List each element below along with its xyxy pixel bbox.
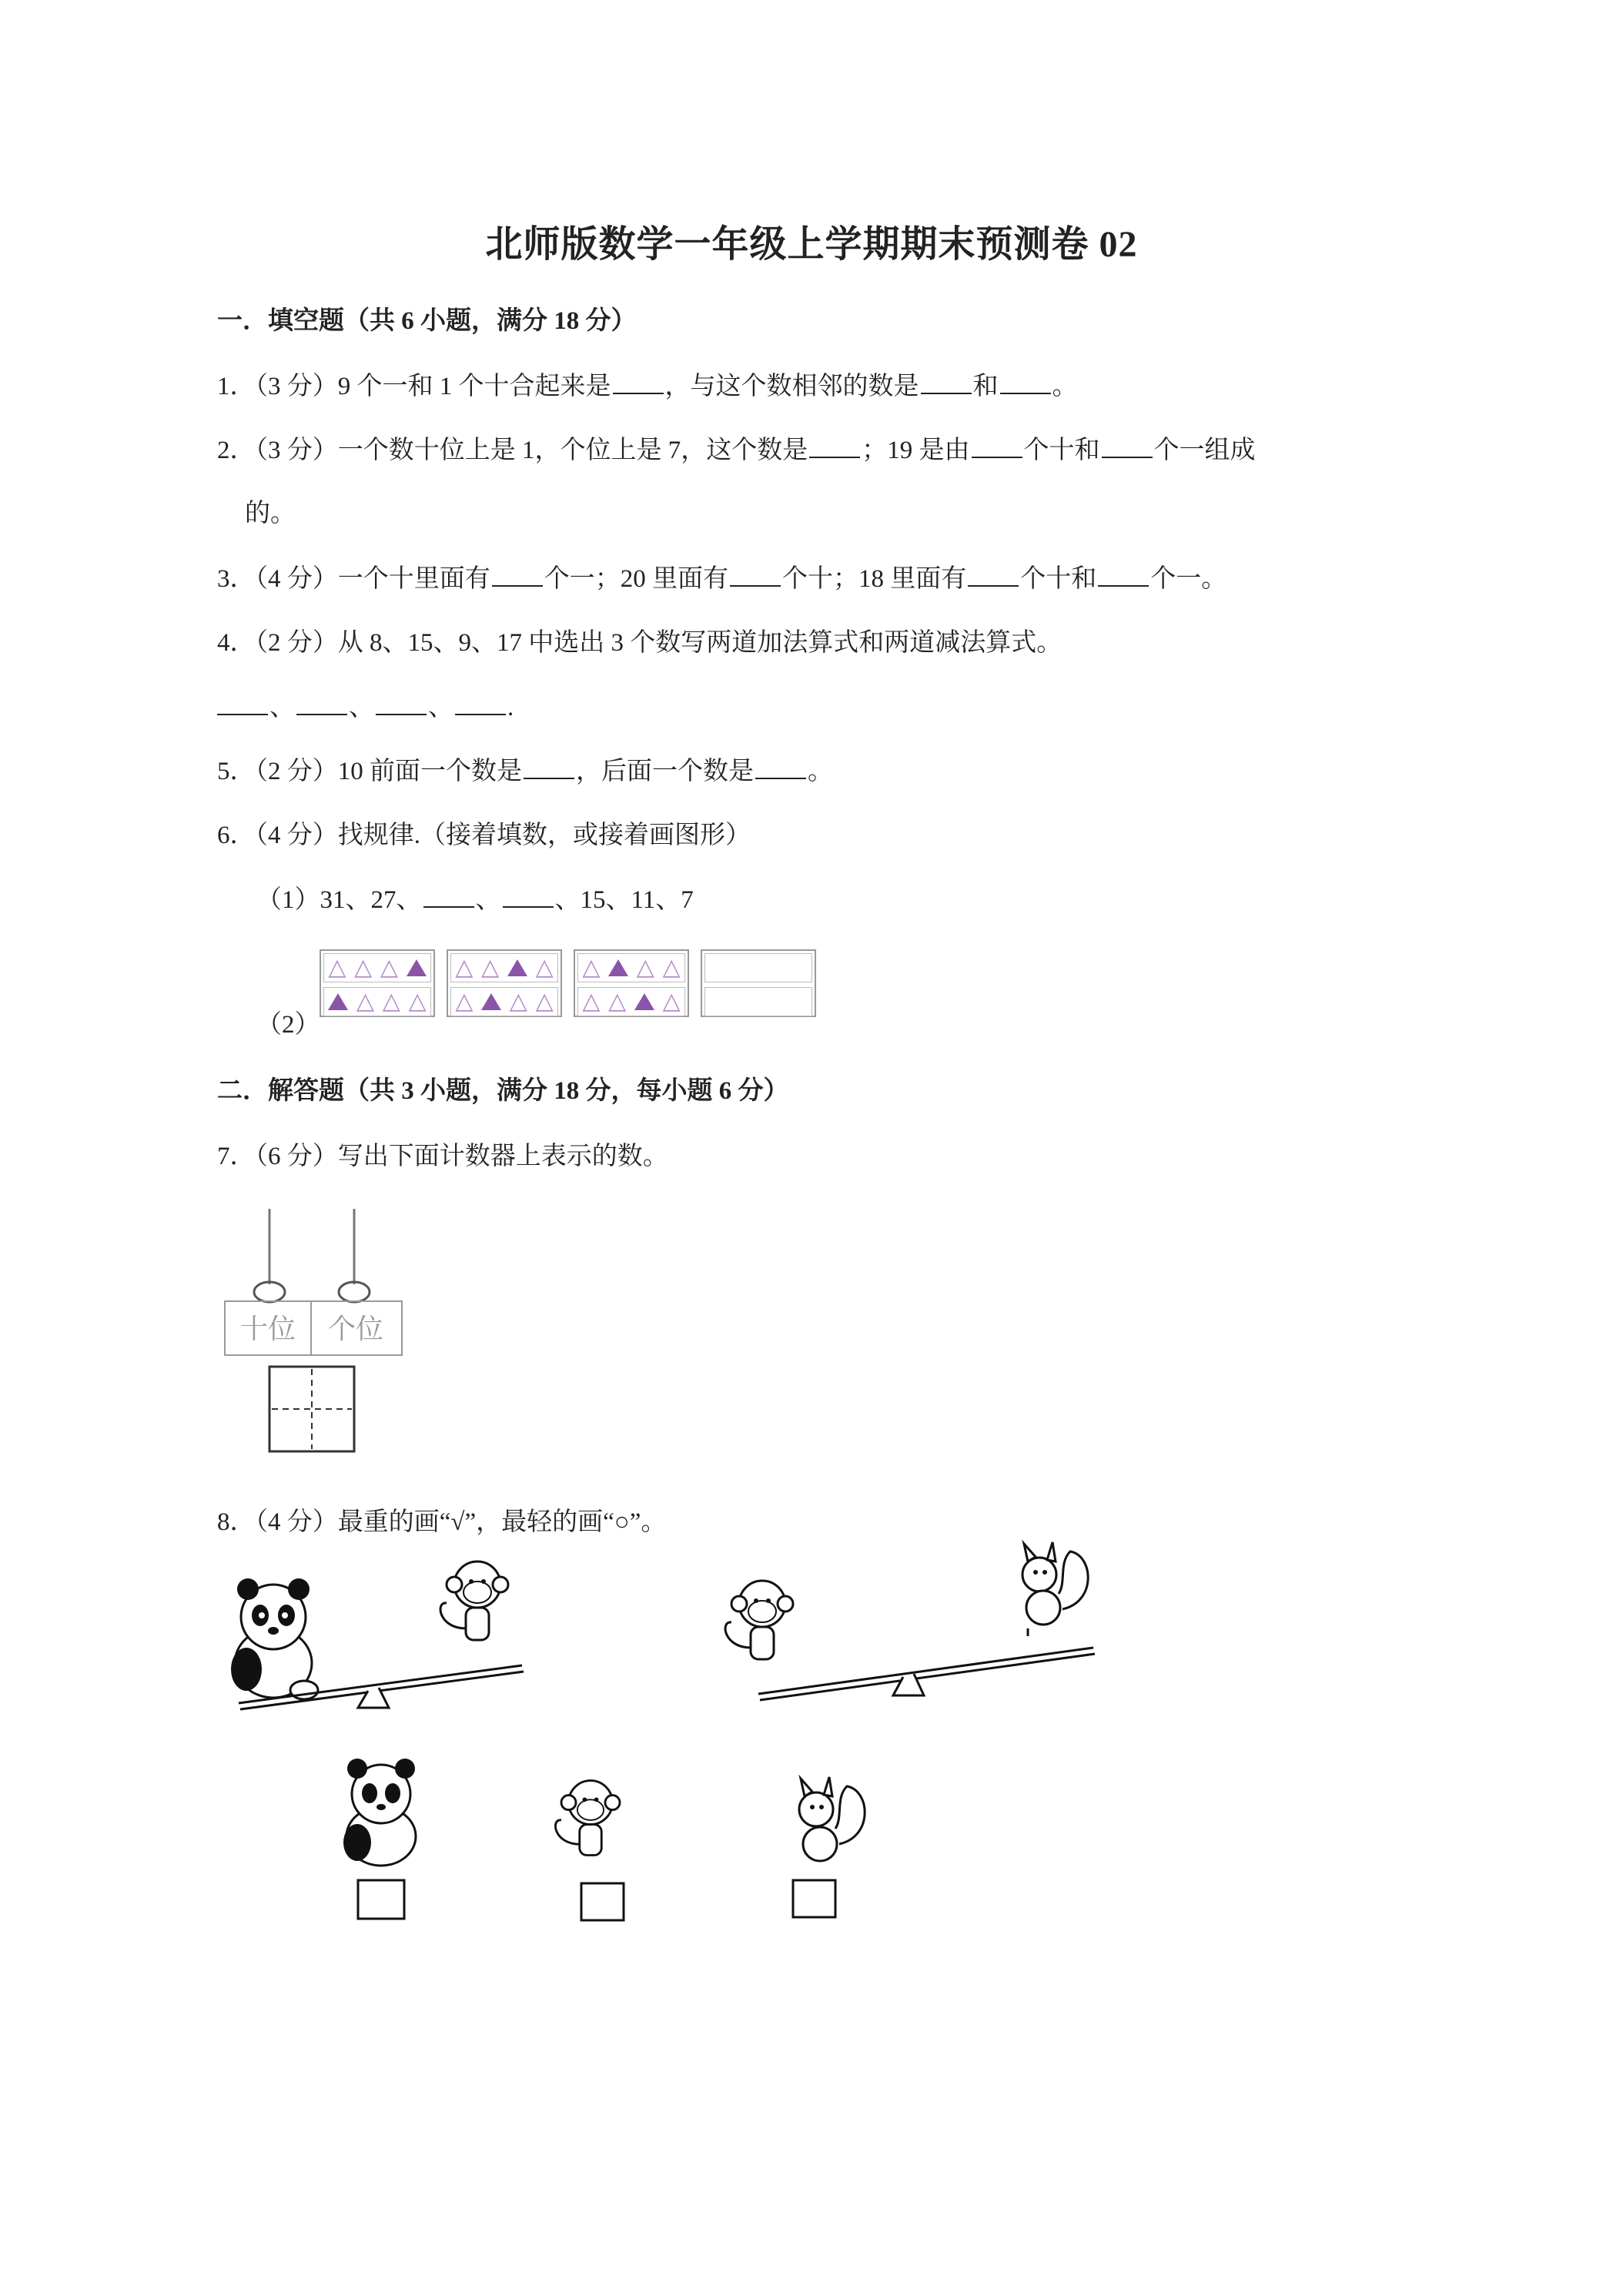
question-2-text-d: 个一组成 [1153, 437, 1256, 464]
hollow-triangle-icon: △ [455, 988, 474, 1015]
answer-blank[interactable] [613, 367, 664, 394]
triangle-row [577, 987, 685, 1016]
filled-triangle-icon [608, 959, 628, 976]
squirrel-icon [799, 1777, 865, 1861]
question-2-continuation: 的。 [245, 500, 296, 527]
answer-blank[interactable] [921, 367, 972, 394]
hollow-triangle-icon: △ [509, 988, 527, 1015]
question-3-text-b: 个一；20 里面有 [544, 565, 728, 593]
period: . [507, 694, 514, 721]
answer-box-monkey[interactable] [581, 1883, 624, 1920]
hollow-triangle-icon: △ [408, 988, 427, 1015]
triangle-group [447, 949, 562, 1017]
answer-blank[interactable] [524, 752, 574, 779]
question-3-text-a: 3．（4 分）一个十里面有 [217, 565, 490, 593]
answer-blank[interactable] [968, 560, 1019, 587]
answer-blank[interactable] [296, 688, 347, 715]
triangle-row [323, 953, 431, 982]
filled-triangle-icon [481, 993, 501, 1010]
answer-blank[interactable] [423, 881, 474, 908]
tens-bead [254, 1282, 285, 1302]
filled-triangle-icon [634, 993, 654, 1010]
separator: 、 [475, 886, 501, 914]
question-3-text-d: 个十和 [1020, 565, 1097, 593]
answer-blank[interactable] [455, 688, 506, 715]
hollow-triangle-icon: △ [328, 954, 346, 981]
answer-blank[interactable] [755, 752, 806, 779]
question-2-text-a: 2．（3 分）一个数十位上是 1，个位上是 7，这个数是 [217, 437, 808, 464]
ones-bead [339, 1282, 370, 1302]
hollow-triangle-icon: △ [380, 954, 398, 981]
answer-blank[interactable] [503, 881, 554, 908]
hollow-triangle-icon: △ [481, 954, 500, 981]
answer-blank[interactable] [730, 560, 781, 587]
triangle-row [450, 987, 558, 1016]
question-8: 8．（4 分）最重的画“√”，最轻的画“○”。 [217, 1508, 667, 1536]
triangle-row [450, 953, 558, 982]
filled-triangle-icon [328, 993, 348, 1010]
triangle-row [704, 953, 812, 982]
squirrel-answer [778, 1771, 885, 1925]
panda-answer [331, 1755, 439, 1925]
hollow-triangle-icon: △ [455, 954, 474, 981]
paper-title: 北师版数学一年级上学期期末预测卷 02 [485, 224, 1138, 265]
triangle-group [574, 949, 689, 1017]
answer-box-panda[interactable] [358, 1880, 404, 1919]
hollow-triangle-icon: △ [354, 954, 373, 981]
question-1-text-d: 。 [1052, 373, 1078, 400]
monkey-answer [539, 1755, 647, 1925]
question-4: 4．（2 分）从 8、15、9、17 中选出 3 个数写两道加法算式和两道减法算式。 [217, 629, 1062, 657]
answer-blank[interactable] [217, 688, 268, 715]
answer-blank[interactable] [1098, 560, 1149, 587]
question-5-text-a: 5．（2 分）10 前面一个数是 [217, 758, 522, 785]
triangle-group [320, 949, 435, 1017]
question-3 [217, 558, 1226, 594]
triangle-row [704, 987, 812, 1016]
monkey-icon [440, 1561, 508, 1640]
answer-blank[interactable] [809, 431, 860, 458]
hollow-triangle-icon: △ [608, 988, 627, 1015]
filled-triangle-icon [507, 959, 527, 976]
question-6: 6．（4 分）找规律.（接着填数，或接着画图形） [217, 822, 751, 849]
hollow-triangle-icon: △ [582, 954, 601, 981]
question-6-part-1-text-a: （1）31、27、 [256, 886, 422, 914]
question-7: 7．（6 分）写出下面计数器上表示的数。 [217, 1143, 668, 1170]
squirrel-icon [1022, 1542, 1088, 1636]
filled-triangle-icon [407, 959, 427, 976]
tens-label: 十位 [239, 1314, 296, 1345]
question-3-text-c: 个十；18 里面有 [782, 565, 967, 593]
question-2-text-b: ；19 是由 [862, 437, 970, 464]
triangle-answer-group[interactable] [701, 949, 816, 1017]
question-6-part-2-label: （2） [256, 1011, 320, 1039]
hollow-triangle-icon: △ [535, 988, 554, 1015]
section-2-heading: 二．解答题（共 3 小题，满分 18 分，每小题 6 分） [217, 1077, 789, 1105]
answer-box-squirrel[interactable] [793, 1880, 835, 1917]
section-1-heading: 一．填空题（共 6 小题，满分 18 分） [217, 307, 637, 335]
question-1 [217, 366, 1078, 402]
monkey-icon [725, 1581, 793, 1659]
hollow-triangle-icon: △ [636, 954, 654, 981]
hollow-triangle-icon: △ [382, 988, 400, 1015]
separator: 、 [269, 694, 295, 721]
panda-icon [343, 1759, 416, 1866]
question-1-text-c: 和 [972, 373, 999, 400]
answer-blank[interactable] [1000, 367, 1051, 394]
ones-label: 个位 [327, 1314, 384, 1345]
answer-blank[interactable] [376, 688, 427, 715]
seesaw-monkey-squirrel [704, 1540, 1120, 1717]
question-1-text-a: 1．（3 分）9 个一和 1 个十合起来是 [217, 373, 611, 400]
question-1-text-b: ，与这个数相邻的数是 [664, 373, 919, 400]
triangle-row [577, 953, 685, 982]
separator: 、 [428, 694, 453, 721]
panda-icon [231, 1578, 318, 1699]
question-2-text-c: 个十和 [1023, 437, 1100, 464]
hollow-triangle-icon: △ [662, 954, 681, 981]
hollow-triangle-icon: △ [535, 954, 554, 981]
question-6-part-1-text-b: 、15、11、7 [554, 886, 694, 914]
abacus-counter [216, 1201, 416, 1463]
answer-blank[interactable] [492, 560, 543, 587]
triangle-pattern [320, 949, 835, 1017]
answer-blank[interactable] [972, 431, 1022, 458]
hollow-triangle-icon: △ [356, 988, 375, 1015]
seesaw-panda-monkey [223, 1555, 554, 1729]
answer-blank[interactable] [1102, 431, 1153, 458]
question-6-part-1 [256, 879, 694, 915]
hollow-triangle-icon: △ [582, 988, 601, 1015]
monkey-icon [555, 1781, 620, 1856]
question-5-text-c: 。 [808, 758, 833, 785]
question-5-text-b: ，后面一个数是 [576, 758, 754, 785]
hollow-triangle-icon: △ [662, 988, 681, 1015]
triangle-row [323, 987, 431, 1016]
question-5 [217, 751, 833, 787]
question-3-text-e: 个一。 [1150, 565, 1227, 593]
separator: 、 [349, 694, 374, 721]
question-4-answer-row [217, 687, 514, 723]
question-2 [217, 430, 1256, 466]
